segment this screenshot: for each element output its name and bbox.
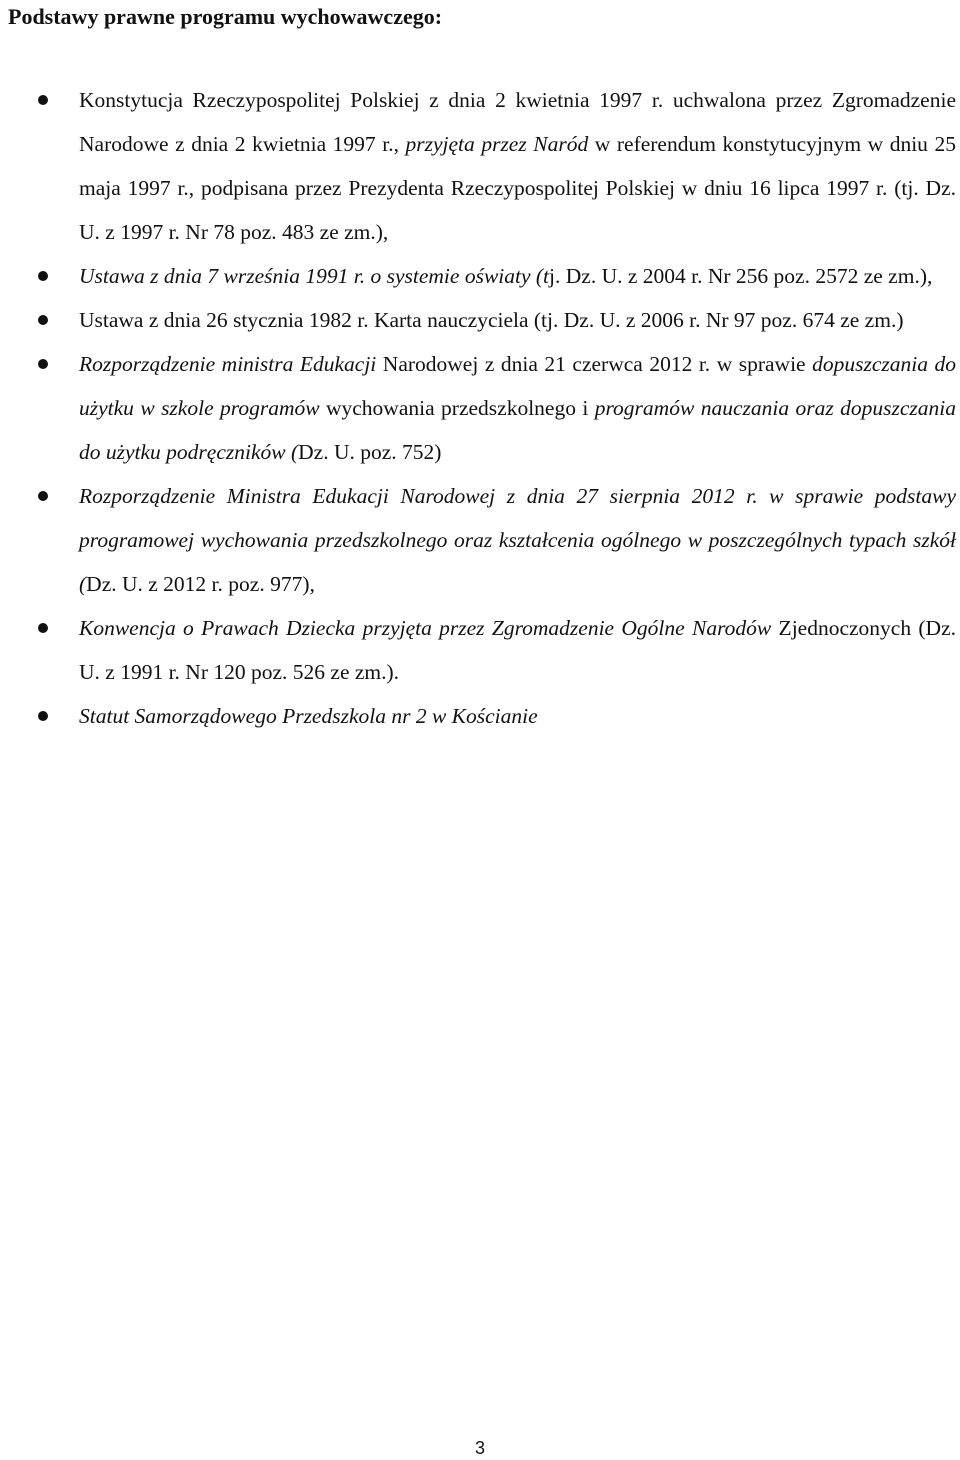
legal-item-text: Rozporządzenie ministra Edukacji	[79, 352, 377, 376]
legal-item-text: Ustawa z dnia 7 września 1991 r. o systemie oświaty (t	[79, 264, 550, 288]
legal-item-text: Rozporządzenie Ministra Edukacji Narodowej z dnia 27 sierpnia 2012 r. w sprawie podstawy programowej wychowania przedszkolnego oraz kształcenia ogólnego w poszczególnych typach szkół (	[79, 484, 956, 596]
legal-item	[0, 78, 960, 254]
page-number: 3	[474, 1438, 485, 1458]
legal-item-text: Narodowej z dnia 21 czerwca 2012 r. w sprawie	[376, 352, 813, 376]
legal-item-text: Statut Samorządowego Przedszkola nr 2 w Kościanie	[79, 704, 538, 728]
legal-item-text: Konwencja o Prawach Dziecka przyjęta przez Zgromadzenie Ogólne Narodów	[79, 616, 772, 640]
legal-item-text: Konstytucja Rzeczypospolitej Polskiej z dnia 2 kwietnia 1997 r. uchwalona przez Zgromadzenie Narodowe z dnia 2 kwietnia 1997 r.,	[79, 88, 956, 156]
legal-item-text: Zjednoczonych (Dz. U. z 1991 r. Nr 120 poz. 526 ze zm.).	[79, 616, 956, 684]
document-heading: Podstawy prawne programu wychowawczego:	[8, 4, 443, 29]
legal-item	[0, 298, 960, 342]
bullet-icon	[38, 711, 48, 721]
bullet-icon	[38, 315, 48, 325]
bullet-icon	[38, 95, 48, 105]
legal-item-text: przyjęta przez Naród	[405, 132, 589, 156]
bullet-icon	[38, 491, 48, 501]
bullet-icon	[38, 271, 48, 281]
legal-item	[0, 606, 960, 694]
bullet-icon	[38, 359, 48, 369]
legal-item-text: dopuszczania do użytku w szkole programów	[79, 352, 956, 420]
legal-basis-list	[0, 78, 960, 738]
legal-item	[0, 474, 960, 606]
legal-item-text: w referendum konstytucyjnym w dniu 25 maja 1997 r., podpisana przez Prezydenta Rzeczypospolitej Polskiej w dniu 16 lipca 1997 r. (tj. Dz. U. z 1997 r. Nr 78 poz. 483 ze zm.),	[79, 132, 956, 244]
legal-item	[0, 342, 960, 474]
legal-item-text: programów nauczania oraz dopuszczania do użytku podręczników (	[79, 396, 956, 464]
legal-item-text: j. Dz. U. z 2004 r. Nr 256 poz. 2572 ze zm.),	[549, 264, 933, 288]
legal-item-text: Dz. U. z 2012 r. poz. 977),	[86, 572, 315, 596]
bullet-icon	[38, 623, 48, 633]
legal-item-text: Ustawa z dnia 26 stycznia 1982 r. Karta nauczyciela (tj. Dz. U. z 2006 r. Nr 97 poz. 674 ze zm.)	[79, 308, 904, 332]
legal-item-text: Dz. U. poz. 752)	[298, 440, 442, 464]
legal-item	[0, 694, 960, 738]
legal-item-text: wychowania przedszkolnego i	[319, 396, 595, 420]
legal-item	[0, 254, 960, 298]
